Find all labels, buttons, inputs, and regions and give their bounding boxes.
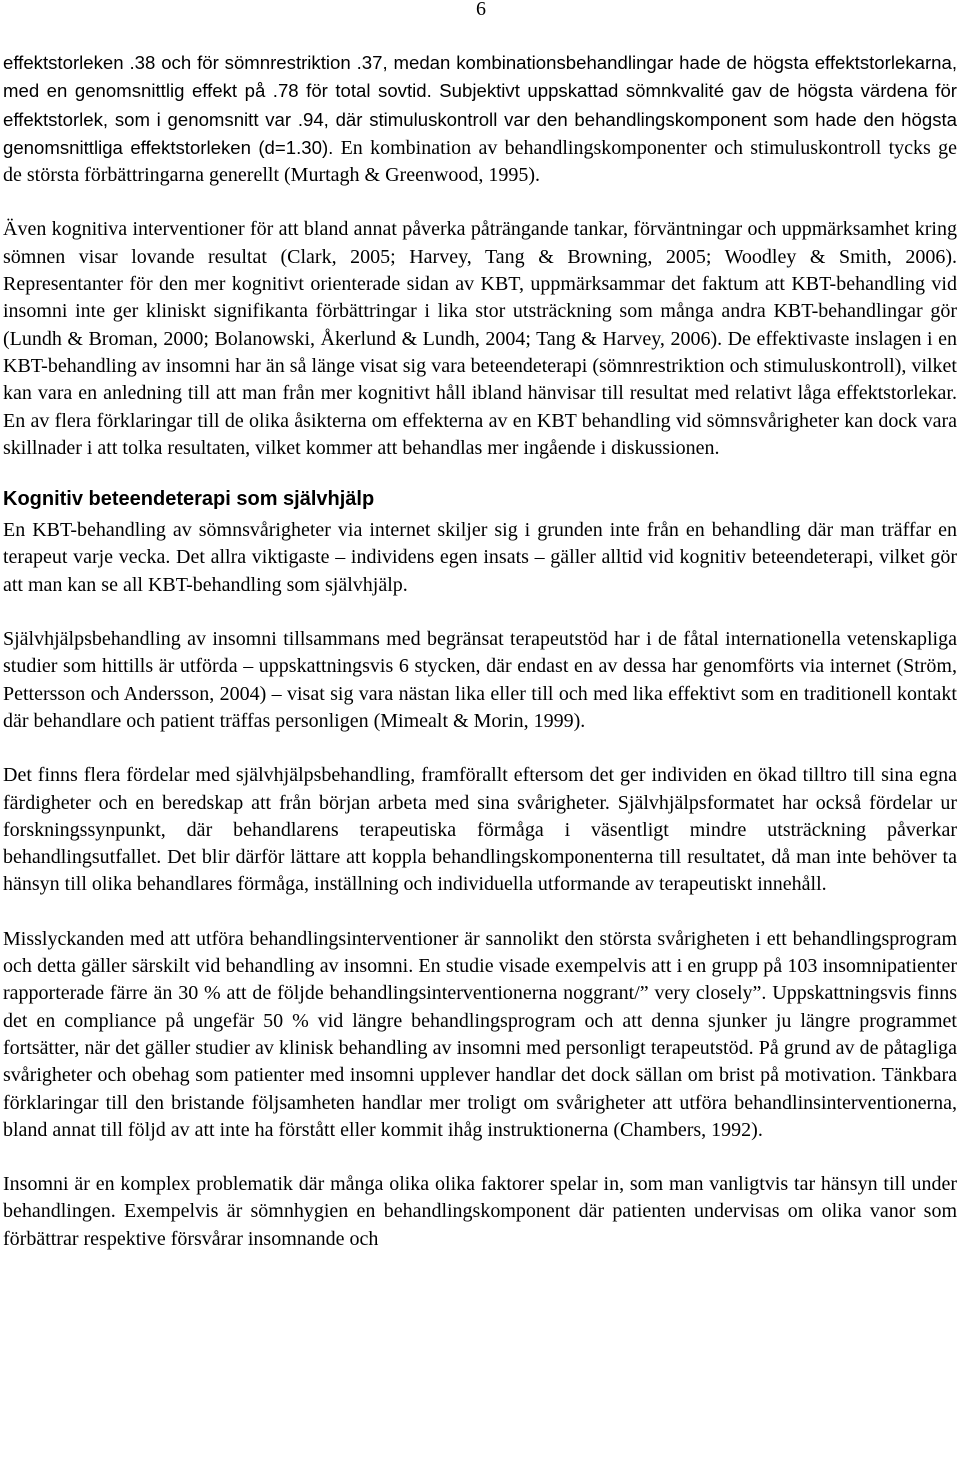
paragraph-compliance: Misslyckanden med att utföra behandlingsinterventioner är sannolikt den största svårigheten i ett behandlingsprogram och detta gäller särskilt vid behandling av insomni. En studie visade exempelvis att i en grupp på 103 insomnipatienter rapporterade färre än 30 % att de följde behandlingsinterventionerna noggrant/” very closely”. Uppskattningsvis finns det en compliance på ungefär 50 % vid längre behandlingsprogram och att denna sjunker ju längre programmet fortsätter, när det gäller studier av klinisk behandling av insomni med personligt terapeutstöd. På grund av de påtagliga svårigheter och obehag som patienter med insomni upplever handlar det dock sällan om brist på motivation. Tänkbara förklaringar till den bristande följsamheten handlar mer troligt om svårigheter att utföra behandlinsinterventionerna, bland annat till följd av att inte ha förstått eller kommit ihåg instruktionerna (Chambers, 1992). [3,927,957,1141]
paragraph-sans-part: effektstorleken .38 och för sömnrestriktion .37, medan kombinationsbehandlingar hade de högsta effektstorlekarna, med en genomsnittlig effekt på .78 för total sovtid. Subjektivt uppskattad sömnkvalité gav de högsta värdena för effektstorlek, som i genomsnitt var .94, där stimuluskontroll var den behandlingskomponent som hade den högsta genomsnittliga effektstorleken (d=1.30). [3,52,957,158]
paragraph-self-help-advantages: Det finns flera fördelar med självhjälpsbehandling, framförallt eftersom det ger individen en ökad tilltro till sina egna färdigheter och en beredskap att från början arbeta med sina svårigheter. Självhjälpsformatet har också fördelar ur forskningssynpunkt, där behandlarens terapeutiska förmåga i väsentligt mindre utsträckning påverkar behandlingsutfallet. Det blir därför lättare att koppla behandlingskomponenterna till resultatet, då man inte behöver ta hänsyn till olika behandlares förmåga, inställning och individuella utformande av terapeutiskt innehåll. [3,764,957,896]
paragraph-cognitive-interventions: Även kognitiva interventioner för att bland annat påverka påträngande tankar, förväntningar och uppmärksamhet kring sömnen visar lovande resultat (Clark, 2005; Harvey, Tang & Browning, 2005; Woodley & Smith, 2006). Representanter för den mer kognitivt orienterade sidan av KBT, uppmärksammar det faktum att KBT-behandling vid insomni inte ger kliniskt signifikanta förbättringar i lika stor utsträckning som många andra KBT-behandlingar gör (Lundh & Broman, 2000; Bolanowski, Åkerlund & Lundh, 2004; Tang & Harvey, 2006). De effektivaste inslagen i en KBT-behandling av insomni har än så länge visat sig vara beteendeterapi (sömnrestriktion och stimuluskontroll), vilket kan vara en anledning till att man från mer kognitivt håll ibland hänvisar till resultat med relativt låga effektstorlekar. En av flera förklaringar till de olika åsikterna om effekterna av en KBT behandling vid sömnsvårigheter kan dock vara skillnader i att tolka resultaten, vilket kommer att behandlas mer ingående i diskussionen. [3,218,957,459]
paragraph-self-help-studies: Självhjälpsbehandling av insomni tillsammans med begränsat terapeutstöd har i de fåtal internationella vetenskapliga studier som hittills är utförda – uppskattningsvis 6 stycken, där endast en av dessa har genomförts via internet (Ström, Pettersson och Andersson, 2004) – visat sig vara nästan lika eller till och med lika effektivt som en traditionell kontakt där behandlare och patient träffas personligen (Mimealt & Morin, 1999). [3,628,957,732]
paragraph-insomnia-complex: Insomni är en komplex problematik där många olika olika faktorer spelar in, som man vanligtvis tar hänsyn till under behandlingen. Exempelvis är sömnhygien en behandlingskomponent där patienten undervisas om olika vanor som förbättrar respektive försvårar insomnande och [3,1173,957,1250]
paragraph-internet-treatment: En KBT-behandling av sömnsvårigheter via internet skiljer sig i grunden inte från en behandling där man träffar en terapeut varje vecka. Det allra viktigaste – individens egen insats – gäller alltid vid kognitiv beteendeterapi, vilket gör att man kan se all KBT-behandling som självhjälp. [3,519,957,596]
paragraph-serif-part: En kombination av behandlingskomponenter och stimuluskontroll tycks ge de största förbättringarna generellt (Murtagh & Greenwood, 1995). [3,136,957,187]
page-number: 6 [476,0,486,20]
paragraph-effect-sizes [3,49,957,189]
document-body [3,49,957,1253]
section-heading: Kognitiv beteendeterapi som självhjälp [3,488,375,511]
